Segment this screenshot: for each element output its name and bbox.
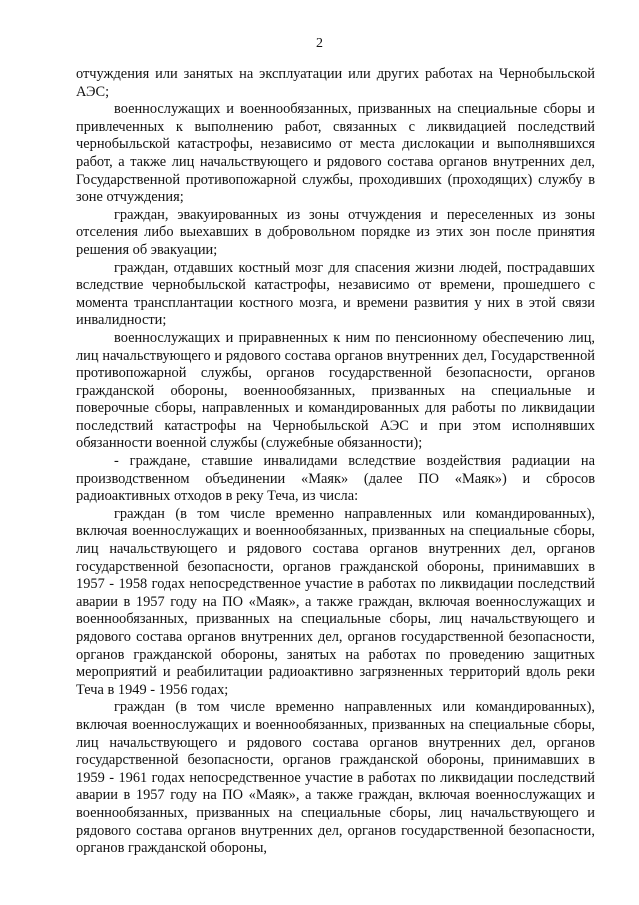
paragraph-mayak-disabled: - граждане, ставшие инвалидами вследствие воздействия радиации на производственном объединении «Маяк» (далее ПО «Маяк») и сбросов радиоактивных отходов в реку Теча, из числа:	[76, 453, 595, 505]
paragraph-mayak-1959-1961: граждан (в том числе временно направленных или командированных), включая военнослужащих и военнообязанных, призванных на специальные сборы, лиц начальствующего и рядового состава органов внутренних дел, органов государственной безопасности, органов гражданской обороны, принимавших в 1959 - 1961 годах непосредственное участие в работах по ликвидации последствий аварии в 1957 году на ПО «Маяк», а также граждан, включая военнослужащих и военнообязанных, призванных на специальные сборы, лиц начальствующего и рядового состава органов внутренних дел, органов государственной безопасности, органов гражданской обороны,	[76, 699, 595, 857]
paragraph-mayak-1957-1958: граждан (в том числе временно направленных или командированных), включая военнослужащих и военнообязанных, призванных на специальные сборы, лиц начальствующего и рядового состава органов внутренних дел, органов государственной безопасности, органов гражданской обороны, принимавших в 1957 - 1958 годах непосредственное участие в работах по ликвидации последствий аварии в 1957 году на ПО «Маяк», а также граждан, включая военнослужащих и военнообязанных, призванных на специальные сборы, лиц начальствующего и рядового состава органов внутренних дел, органов государственной безопасности, органов гражданской обороны, занятых на работах по проведению защитных мероприятий и реабилитации радиоактивно загрязненных территорий вдоль реки Теча в 1949 - 1956 годах;	[76, 505, 595, 698]
paragraph-bone-marrow-donors: граждан, отдавших костный мозг для спасения жизни людей, пострадавших вследствие чернобыльской катастрофы, независимо от времени, прошедшего с момента трансплантации костного мозга, и времени развития у них в этой связи инвалидности;	[76, 259, 595, 329]
paragraph-military-and-equivalent: военнослужащих и приравненных к ним по пенсионному обеспечению лиц, лиц начальствующего и рядового состава органов внутренних дел, Государственной противопожарной службы, органов государственной безопасности, органов гражданской обороны, военнообязанных, призванных на специальные и поверочные сборы, направленных и командированных для работы по ликвидации последствий катастрофы на Чернобыльской АЭС и при этом исполнявших обязанности военной службы (служебные обязанности);	[76, 329, 595, 452]
document-body	[76, 66, 595, 858]
paragraph-continuation: отчуждения или занятых на эксплуатации или других работах на Чернобыльской АЭС;	[76, 66, 595, 100]
paragraph-evacuated-citizens: граждан, эвакуированных из зоны отчуждения и переселенных из зоны отселения либо выехавших в добровольном порядке из этих зон после принятия решения об эвакуации;	[76, 206, 595, 258]
paragraph-military-liquidators: военнослужащих и военнообязанных, призванных на специальные сборы и привлеченных к выполнению работ, связанных с ликвидацией последствий чернобыльской катастрофы, независимо от места дислокации и выполнявшихся работ, а также лиц начальствующего и рядового состава органов внутренних дел, Государственной противопожарной службы, проходивших (проходящих) службу в зоне отчуждения;	[76, 101, 595, 206]
page-number: 2	[316, 36, 323, 51]
